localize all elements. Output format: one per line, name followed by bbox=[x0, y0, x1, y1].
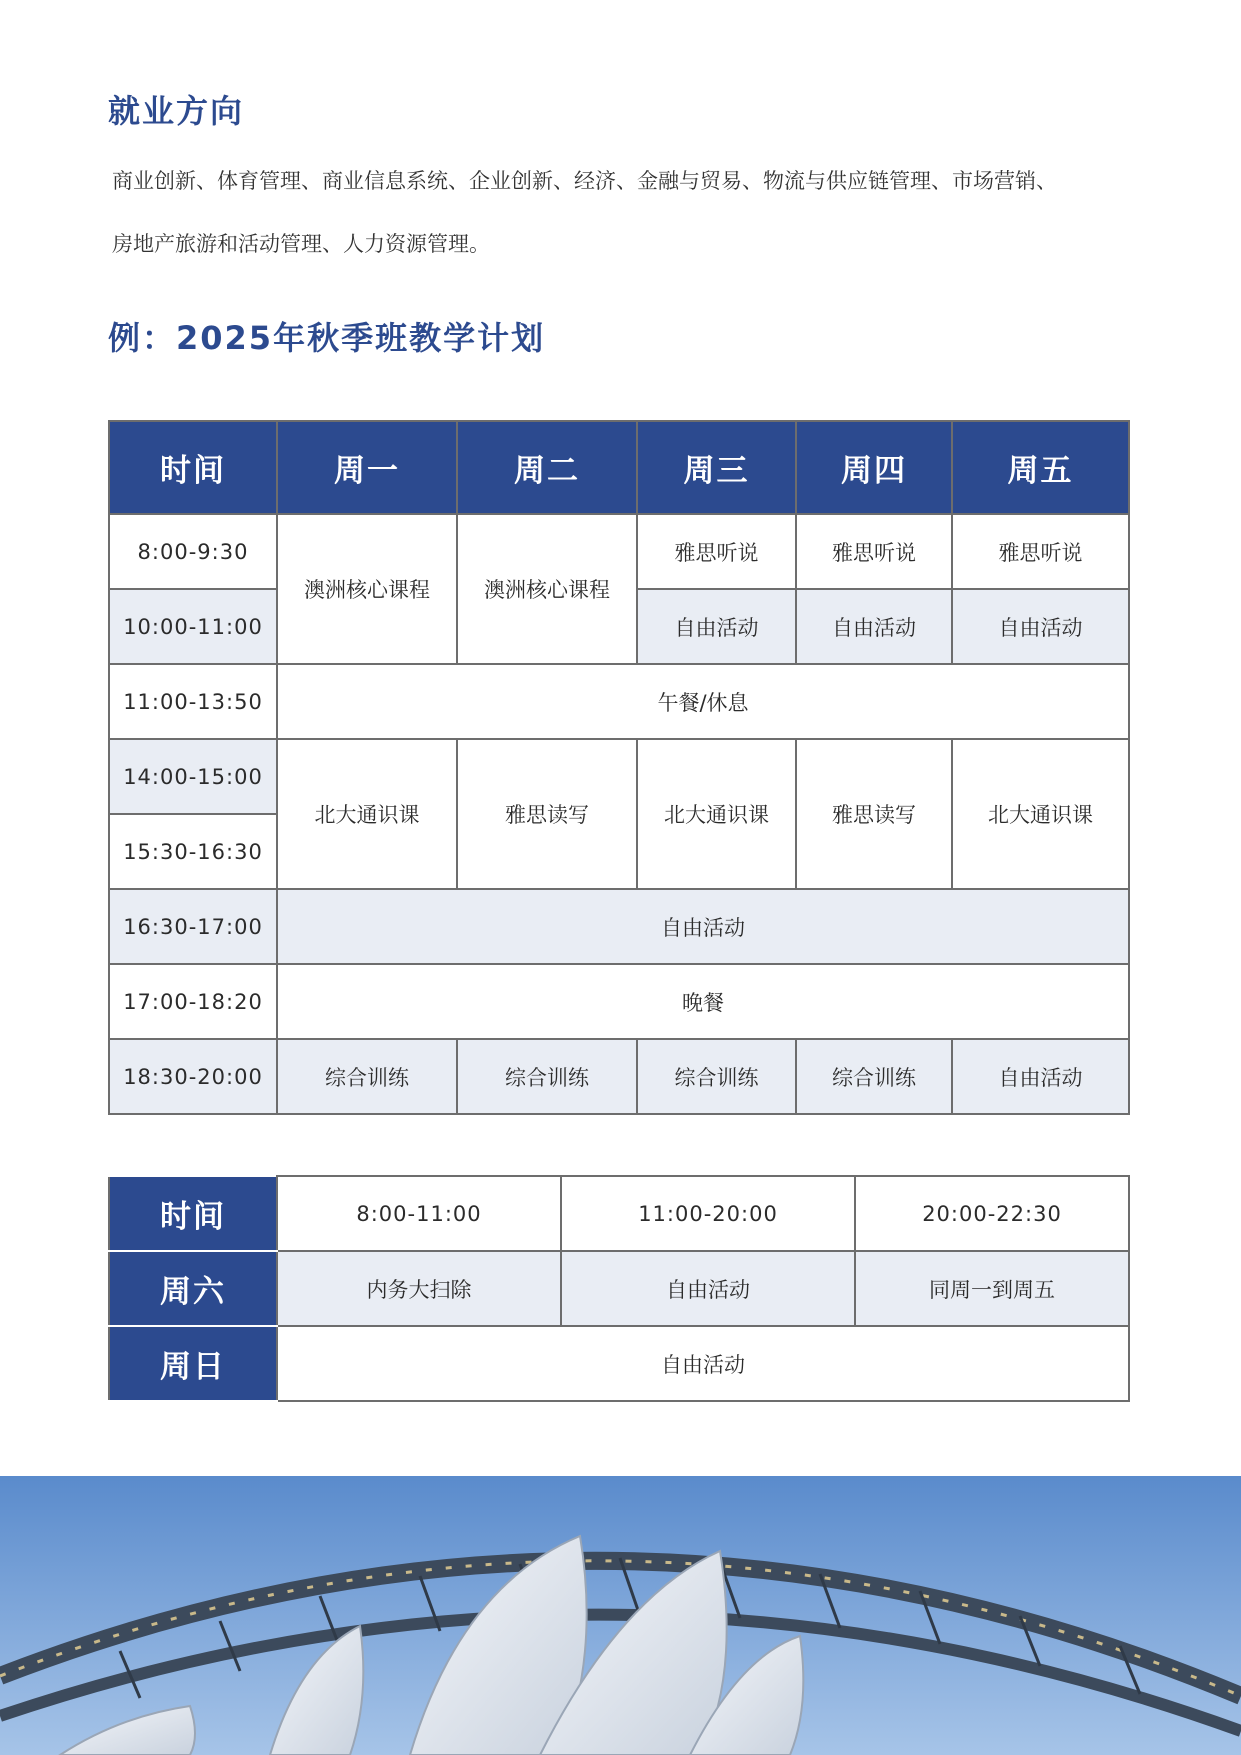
schedule-cell: 雅思听说 bbox=[637, 514, 796, 589]
time-cell: 11:00-20:00 bbox=[561, 1176, 855, 1251]
schedule-cell: 北大通识课 bbox=[952, 739, 1129, 889]
schedule-cell: 自由活动 bbox=[952, 589, 1129, 664]
table-row bbox=[109, 1039, 1129, 1114]
header-time: 时间 bbox=[109, 421, 277, 514]
schedule-cell: 自由活动 bbox=[561, 1251, 855, 1326]
table-row bbox=[109, 1326, 1129, 1401]
table-row bbox=[109, 514, 1129, 589]
schedule-cell: 综合训练 bbox=[637, 1039, 796, 1114]
time-cell: 10:00-11:00 bbox=[109, 589, 277, 664]
careers-heading: 就业方向 bbox=[108, 92, 245, 130]
weekday-schedule-table bbox=[108, 420, 1130, 1115]
header-tuesday: 周二 bbox=[457, 421, 637, 514]
header-row bbox=[109, 421, 1129, 514]
schedule-cell: 雅思听说 bbox=[952, 514, 1129, 589]
schedule-cell: 综合训练 bbox=[796, 1039, 952, 1114]
time-header: 时间 bbox=[109, 1176, 277, 1251]
schedule-cell: 综合训练 bbox=[457, 1039, 637, 1114]
schedule-cell: 同周一到周五 bbox=[855, 1251, 1129, 1326]
time-cell: 17:00-18:20 bbox=[109, 964, 277, 1039]
careers-line-1: 商业创新、体育管理、商业信息系统、企业创新、经济、金融与贸易、物流与供应链管理、市场营销、 bbox=[112, 169, 1057, 193]
saturday-header: 周六 bbox=[109, 1251, 277, 1326]
header-monday: 周一 bbox=[277, 421, 457, 514]
schedule-cell: 自由活动 bbox=[952, 1039, 1129, 1114]
schedule-cell: 雅思读写 bbox=[796, 739, 952, 889]
time-cell: 8:00-9:30 bbox=[109, 514, 277, 589]
schedule-cell: 雅思听说 bbox=[796, 514, 952, 589]
sunday-header: 周日 bbox=[109, 1326, 277, 1401]
schedule-cell: 综合训练 bbox=[277, 1039, 457, 1114]
schedule-cell: 自由活动 bbox=[637, 589, 796, 664]
schedule-cell: 自由活动 bbox=[277, 1326, 1129, 1401]
schedule-cell: 雅思读写 bbox=[457, 739, 637, 889]
header-friday: 周五 bbox=[952, 421, 1129, 514]
time-cell: 8:00-11:00 bbox=[277, 1176, 561, 1251]
careers-line-2: 房地产旅游和活动管理、人力资源管理。 bbox=[112, 232, 490, 256]
time-cell: 20:00-22:30 bbox=[855, 1176, 1129, 1251]
schedule-cell: 北大通识课 bbox=[277, 739, 457, 889]
lunch-cell: 午餐/休息 bbox=[277, 664, 1129, 739]
header-wednesday: 周三 bbox=[637, 421, 796, 514]
time-cell: 18:30-20:00 bbox=[109, 1039, 277, 1114]
time-cell: 14:00-15:00 bbox=[109, 739, 277, 814]
table-row bbox=[109, 664, 1129, 739]
time-cell: 15:30-16:30 bbox=[109, 814, 277, 889]
schedule-cell: 北大通识课 bbox=[637, 739, 796, 889]
schedule-cell: 自由活动 bbox=[796, 589, 952, 664]
free-time-cell: 自由活动 bbox=[277, 889, 1129, 964]
time-cell: 11:00-13:50 bbox=[109, 664, 277, 739]
plan-heading: 例：2025年秋季班教学计划 bbox=[108, 319, 546, 357]
weekend-schedule-table bbox=[108, 1175, 1130, 1402]
schedule-cell: 内务大扫除 bbox=[277, 1251, 561, 1326]
sydney-harbour-photo bbox=[0, 1476, 1241, 1755]
dinner-cell: 晚餐 bbox=[277, 964, 1129, 1039]
table-row bbox=[109, 1176, 1129, 1251]
photo-illustration bbox=[0, 1476, 1241, 1755]
schedule-cell: 澳洲核心课程 bbox=[457, 514, 637, 664]
table-row bbox=[109, 739, 1129, 814]
header-thursday: 周四 bbox=[796, 421, 952, 514]
careers-paragraph bbox=[112, 150, 1132, 276]
table-row bbox=[109, 964, 1129, 1039]
schedule-cell: 澳洲核心课程 bbox=[277, 514, 457, 664]
table-row bbox=[109, 1251, 1129, 1326]
time-cell: 16:30-17:00 bbox=[109, 889, 277, 964]
table-row bbox=[109, 889, 1129, 964]
